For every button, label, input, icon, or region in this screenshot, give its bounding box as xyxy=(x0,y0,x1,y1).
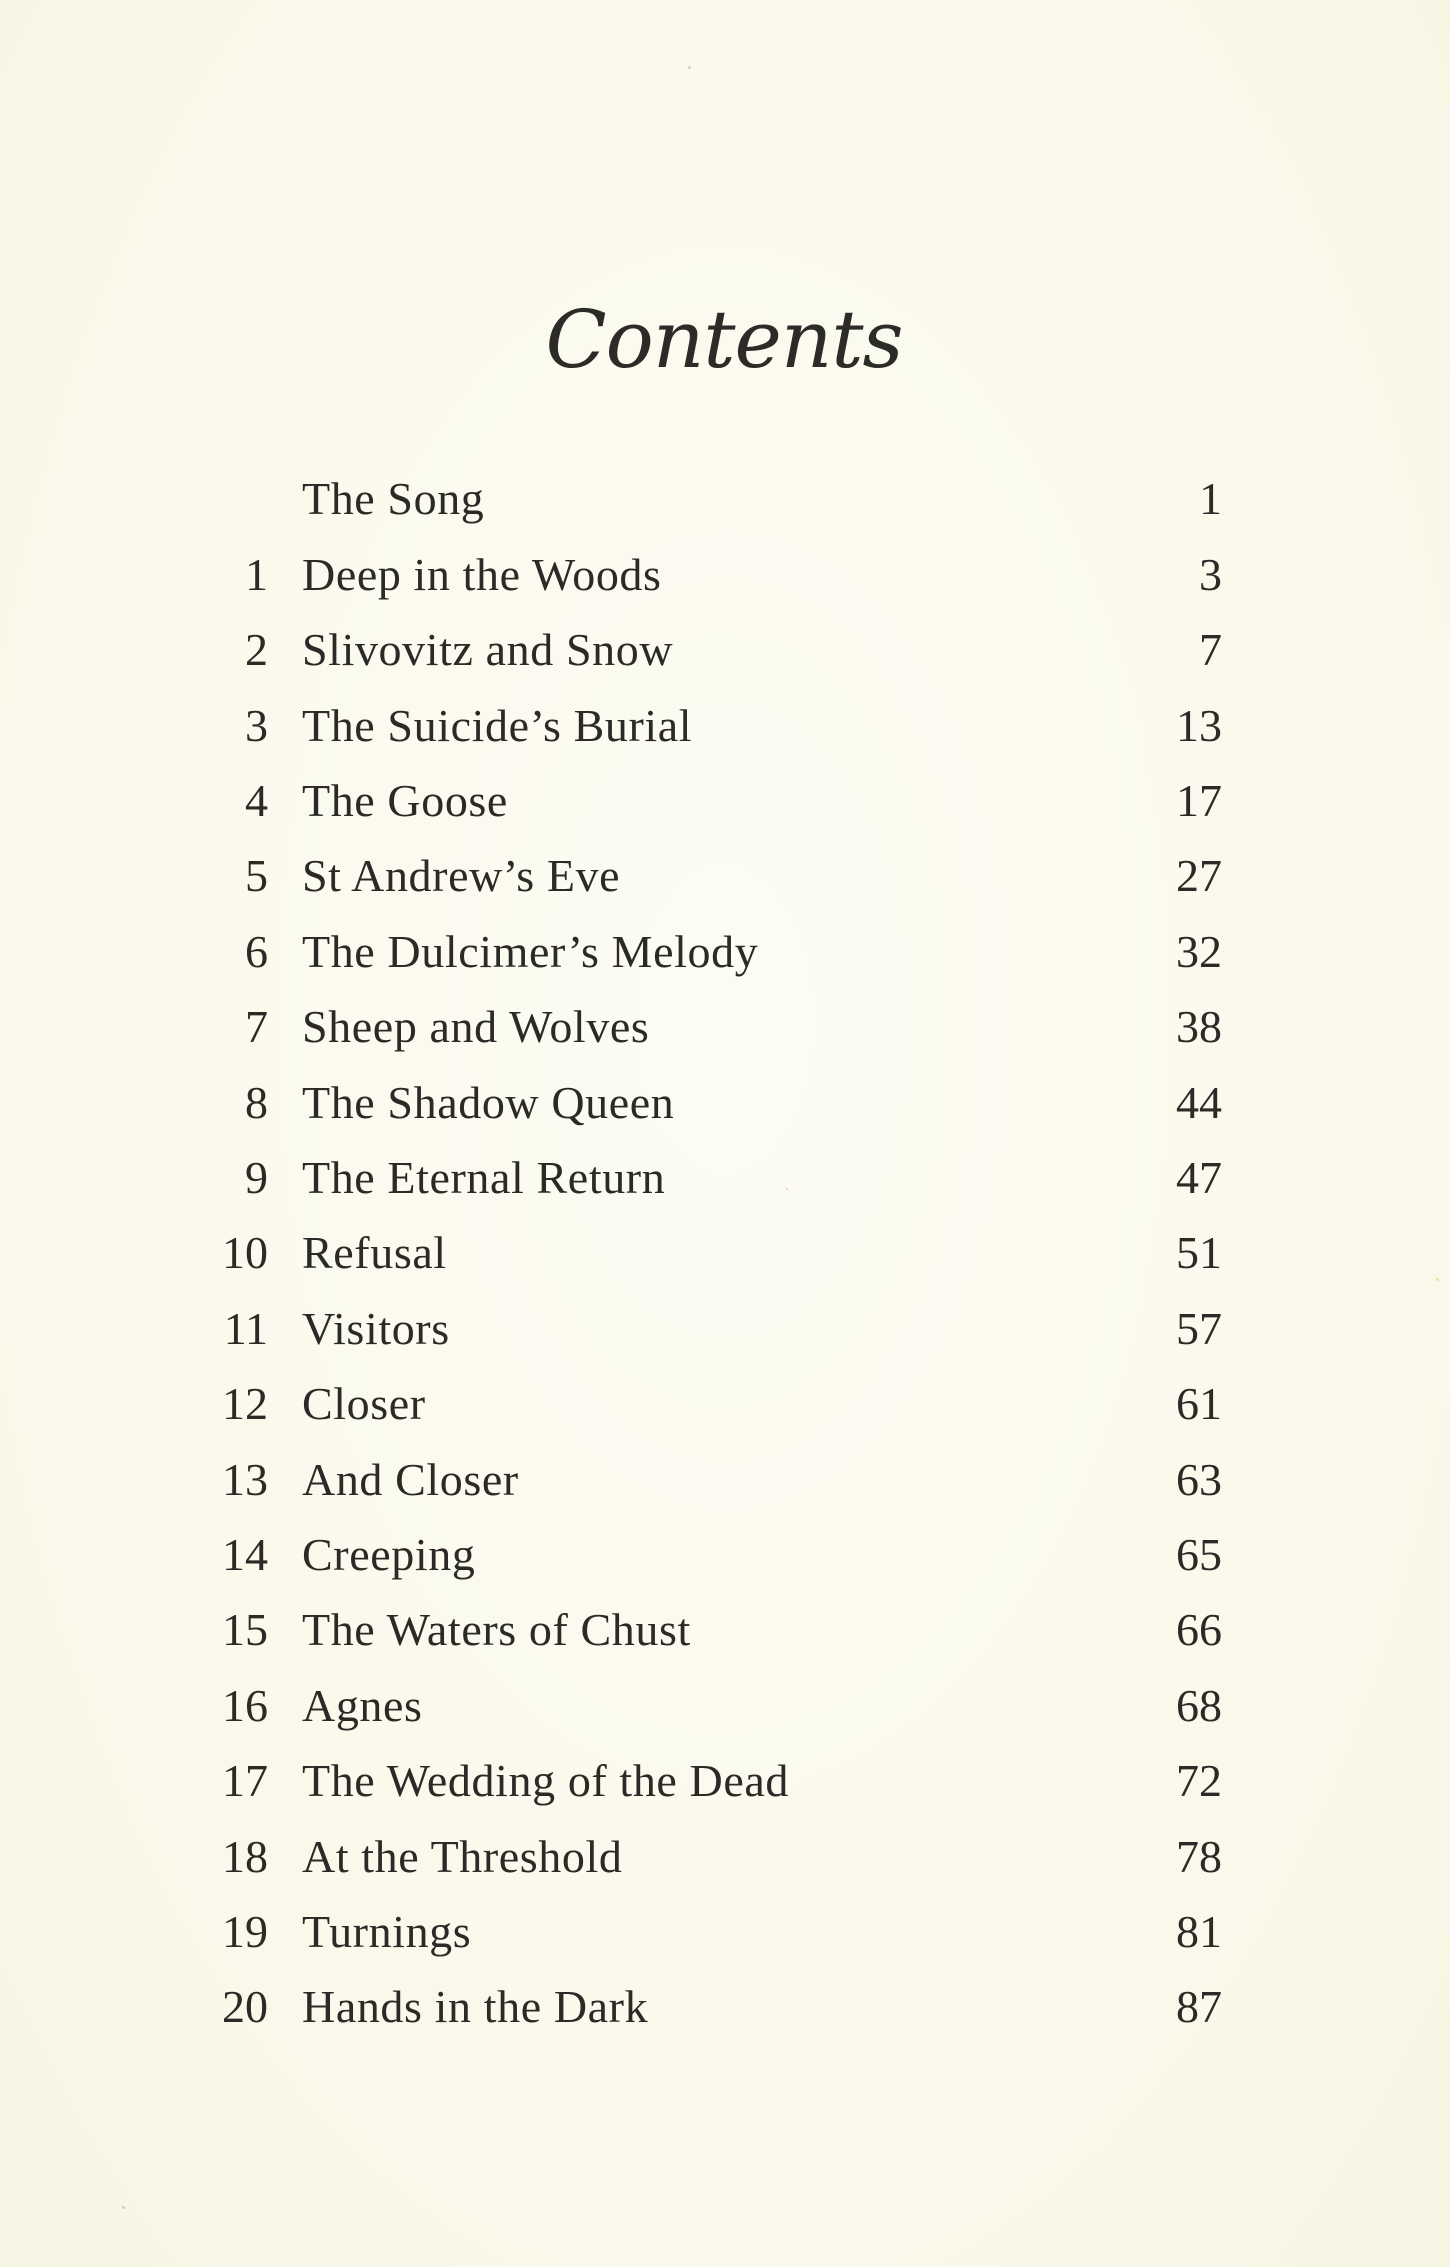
chapter-title: Agnes xyxy=(302,1680,423,1731)
chapter-number: 2 xyxy=(245,624,268,675)
chapter-title: The Dulcimer’s Melody xyxy=(302,926,759,977)
page-number: 17 xyxy=(1176,775,1222,826)
page-number: 68 xyxy=(1176,1680,1222,1731)
toc-entry xyxy=(0,615,1450,685)
page-number: 3 xyxy=(1199,549,1222,600)
chapter-number: 13 xyxy=(222,1454,268,1505)
page-number: 87 xyxy=(1176,1981,1222,2032)
chapter-number: 6 xyxy=(245,926,268,977)
chapter-number: 18 xyxy=(222,1831,268,1882)
chapter-number: 4 xyxy=(245,775,268,826)
toc-entry xyxy=(0,540,1450,610)
chapter-number: 20 xyxy=(222,1981,268,2032)
chapter-title: Hands in the Dark xyxy=(302,1981,649,2032)
chapter-title: Turnings xyxy=(302,1906,472,1957)
toc-entry xyxy=(0,1897,1450,1967)
page-number: 61 xyxy=(1176,1378,1222,1429)
toc-entry xyxy=(0,1068,1450,1138)
chapter-number: 19 xyxy=(222,1906,268,1957)
toc-entry xyxy=(0,1143,1450,1213)
page-number: 66 xyxy=(1176,1604,1222,1655)
toc-entry xyxy=(0,1746,1450,1816)
chapter-number: 15 xyxy=(222,1604,268,1655)
chapter-number: 8 xyxy=(245,1077,268,1128)
page-number: 51 xyxy=(1176,1227,1222,1278)
chapter-number: 14 xyxy=(222,1529,268,1580)
page-number: 1 xyxy=(1199,473,1222,524)
page-number: 13 xyxy=(1176,700,1222,751)
toc-entry xyxy=(0,917,1450,987)
page-number: 47 xyxy=(1176,1152,1222,1203)
chapter-title: Slivovitz and Snow xyxy=(302,624,674,675)
page-number: 65 xyxy=(1176,1529,1222,1580)
chapter-title: Closer xyxy=(302,1378,426,1429)
page-number: 63 xyxy=(1176,1454,1222,1505)
chapter-number: 5 xyxy=(245,850,268,901)
chapter-title: The Eternal Return xyxy=(302,1152,666,1203)
chapter-title: The Wedding of the Dead xyxy=(302,1755,789,1806)
chapter-title: St Andrew’s Eve xyxy=(302,850,621,901)
page-number: 78 xyxy=(1176,1831,1222,1882)
chapter-number: 9 xyxy=(245,1152,268,1203)
chapter-title: The Suicide’s Burial xyxy=(302,700,693,751)
chapter-number: 7 xyxy=(245,1001,268,1052)
chapter-title: The Goose xyxy=(302,775,508,826)
toc-entry xyxy=(0,1218,1450,1288)
toc-entry xyxy=(0,841,1450,911)
toc-entry xyxy=(0,1972,1450,2042)
chapter-number: 1 xyxy=(245,549,268,600)
page-number: 81 xyxy=(1176,1906,1222,1957)
toc-entry xyxy=(0,1294,1450,1364)
toc-entry xyxy=(0,1369,1450,1439)
chapter-title: Creeping xyxy=(302,1529,476,1580)
chapter-title: The Shadow Queen xyxy=(302,1077,675,1128)
chapter-title: Deep in the Woods xyxy=(302,549,662,600)
toc-entry xyxy=(0,1671,1450,1741)
chapter-number: 12 xyxy=(222,1378,268,1429)
chapter-title: And Closer xyxy=(302,1454,519,1505)
toc-entry xyxy=(0,464,1450,534)
toc-entry xyxy=(0,1595,1450,1665)
chapter-title: Refusal xyxy=(302,1227,447,1278)
chapter-number: 17 xyxy=(222,1755,268,1806)
toc-entry xyxy=(0,1520,1450,1590)
chapter-number: 11 xyxy=(223,1303,268,1354)
toc-entry xyxy=(0,766,1450,836)
chapter-title: Visitors xyxy=(302,1303,450,1354)
page-number: 32 xyxy=(1176,926,1222,977)
toc-entry xyxy=(0,992,1450,1062)
chapter-number: 16 xyxy=(222,1680,268,1731)
page-number: 72 xyxy=(1176,1755,1222,1806)
chapter-number: 3 xyxy=(245,700,268,751)
toc-entry xyxy=(0,1445,1450,1515)
page-title: Contents xyxy=(545,293,903,386)
page-number: 57 xyxy=(1176,1303,1222,1354)
toc-entry xyxy=(0,1822,1450,1892)
chapter-title: At the Threshold xyxy=(302,1831,623,1882)
page-number: 44 xyxy=(1176,1077,1222,1128)
chapter-title: The Song xyxy=(302,473,485,524)
page-number: 38 xyxy=(1176,1001,1222,1052)
page-number: 27 xyxy=(1176,850,1222,901)
chapter-title: Sheep and Wolves xyxy=(302,1001,650,1052)
toc-entry xyxy=(0,691,1450,761)
chapter-title: The Waters of Chust xyxy=(302,1604,691,1655)
page-number: 7 xyxy=(1199,624,1222,675)
chapter-number: 10 xyxy=(222,1227,268,1278)
